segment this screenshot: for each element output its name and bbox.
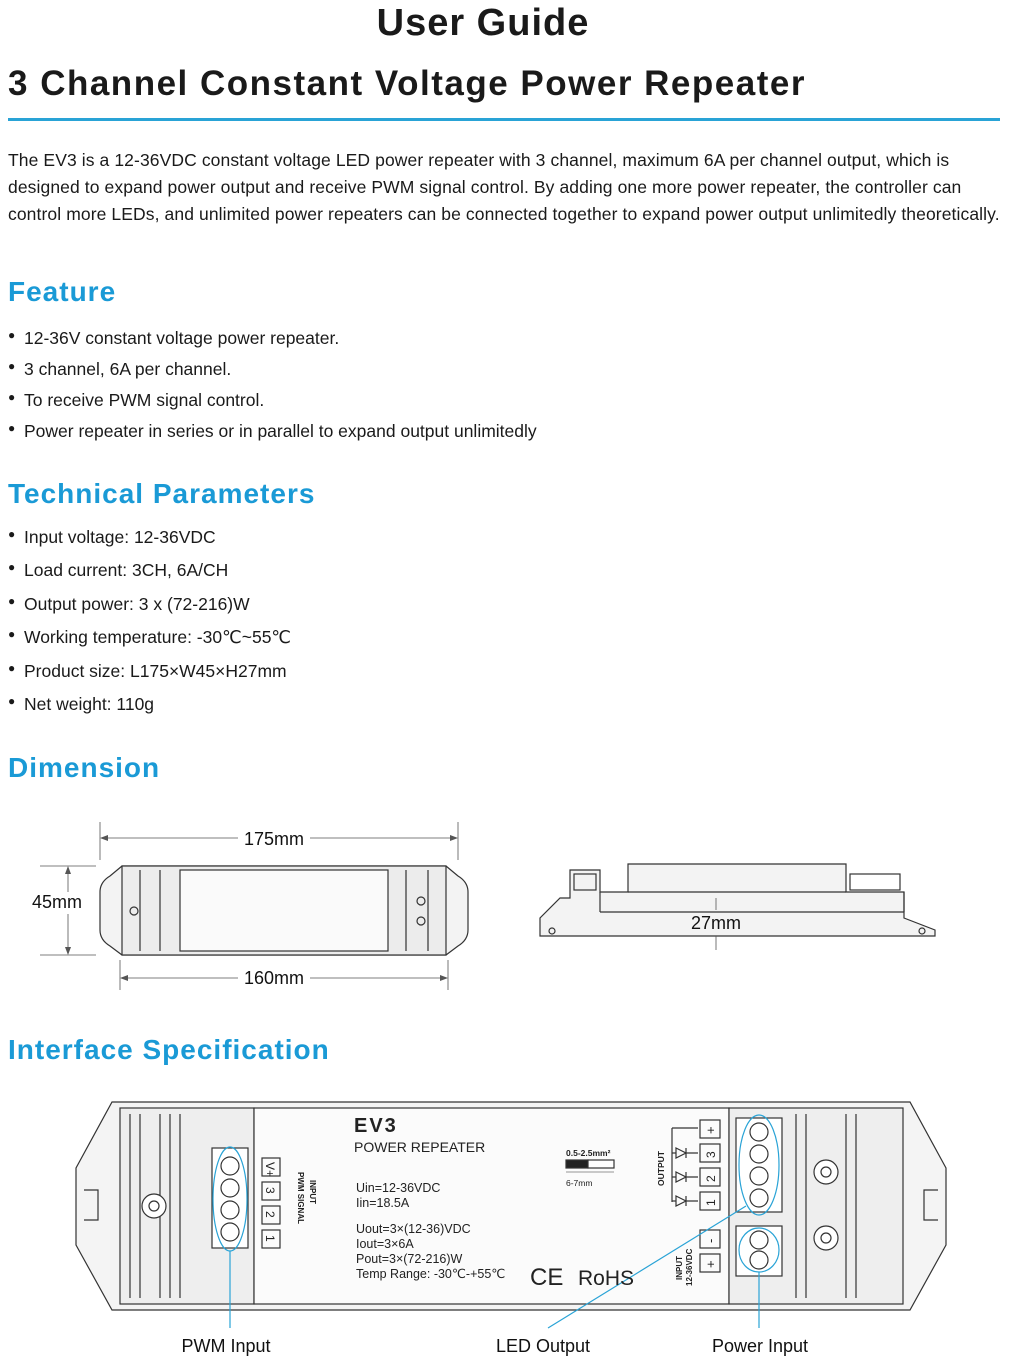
input-label: INPUT: [675, 1256, 684, 1280]
pwm-input-callout: PWM Input: [181, 1336, 271, 1356]
height-label: 27mm: [690, 913, 742, 933]
pout-spec: Pout=3×(72-216)W: [356, 1252, 463, 1266]
width-label: 45mm: [32, 892, 83, 912]
inner-length-label: 160mm: [243, 968, 305, 988]
top-view-outline: [100, 866, 468, 955]
list-item: ● To receive PWM signal control.: [8, 390, 537, 421]
dimension-drawing: [0, 800, 1016, 1000]
list-item: ● Working temperature: -30℃~55℃: [8, 627, 291, 660]
model-label: EV3: [354, 1115, 398, 1137]
pwm-pin-label: 2: [263, 1211, 277, 1218]
model-subtitle: POWER REPEATER: [354, 1139, 486, 1155]
uin-spec: Uin=12-36VDC: [356, 1181, 441, 1195]
temp-spec: Temp Range: -30℃-+55℃: [356, 1267, 506, 1281]
feature-heading: Feature: [8, 276, 117, 307]
input-pin-label: +: [703, 1260, 718, 1268]
led-output-callout: LED Output: [495, 1336, 591, 1356]
wire-gauge-label: 0.5-2.5mm²: [566, 1148, 611, 1158]
dimension-heading: Dimension: [8, 752, 161, 783]
strip-length-label: 6-7mm: [566, 1178, 593, 1188]
list-item: ● Product size: L175×W45×H27mm: [8, 661, 291, 694]
output-pin-label: 3: [704, 1151, 718, 1158]
output-pin-label: 1: [704, 1199, 718, 1206]
list-item: ● Load current: 3CH, 6A/CH: [8, 560, 291, 593]
feature-list: [8, 328, 537, 452]
input-voltage-label: 12-36VDC: [685, 1248, 694, 1286]
rohs-mark: RoHS: [578, 1267, 635, 1290]
output-terminal: [736, 1118, 782, 1212]
interface-heading: Interface Specification: [8, 1034, 330, 1065]
list-item: ● Net weight: 110g: [8, 694, 291, 727]
list-item: ● Input voltage: 12-36VDC: [8, 527, 291, 560]
guide-title: User Guide: [376, 2, 590, 44]
output-label: OUTPUT: [656, 1151, 666, 1186]
pwm-label-signal: PWM SIGNAL: [296, 1172, 305, 1224]
ce-mark: CE: [530, 1264, 564, 1291]
interface-drawing: [0, 1090, 1016, 1371]
pwm-label-input: INPUT: [308, 1180, 317, 1204]
iout-spec: Iout=3×6A: [356, 1237, 414, 1251]
input-pin-label: -: [703, 1238, 718, 1243]
product-title: 3 Channel Constant Voltage Power Repeater: [8, 64, 806, 103]
pwm-pin-label: 3: [263, 1187, 277, 1194]
output-pin-label: +: [703, 1126, 718, 1134]
pwm-pin-label: 1: [263, 1235, 277, 1242]
uout-spec: Uout=3×(12-36)VDC: [356, 1222, 471, 1236]
pwm-pin-label: V+: [263, 1162, 277, 1178]
list-item: ● Output power: 3 x (72-216)W: [8, 594, 291, 627]
length-label: 175mm: [243, 829, 305, 849]
iin-spec: Iin=18.5A: [356, 1196, 410, 1210]
technical-list: [8, 527, 291, 727]
list-item: ● 3 channel, 6A per channel.: [8, 359, 537, 390]
list-item: ● Power repeater in series or in parallel to expand output unlimitedly: [8, 421, 537, 452]
title-divider: [8, 118, 1000, 121]
intro-paragraph: The EV3 is a 12-36VDC constant voltage LED power repeater with 3 channel, maximum 6A per channel output, which is designed to expand power output and receive PWM signal control. By adding one more power repeater, the controller can control more LEDs, and unlimited power repeaters can be connected together to expand power output unlimitedly theoretically.: [8, 150, 1000, 224]
power-input-callout: Power Input: [711, 1336, 809, 1356]
technical-heading: Technical Parameters: [8, 478, 316, 509]
output-pin-label: 2: [704, 1175, 718, 1182]
list-item: ● 12-36V constant voltage power repeater.: [8, 328, 537, 359]
